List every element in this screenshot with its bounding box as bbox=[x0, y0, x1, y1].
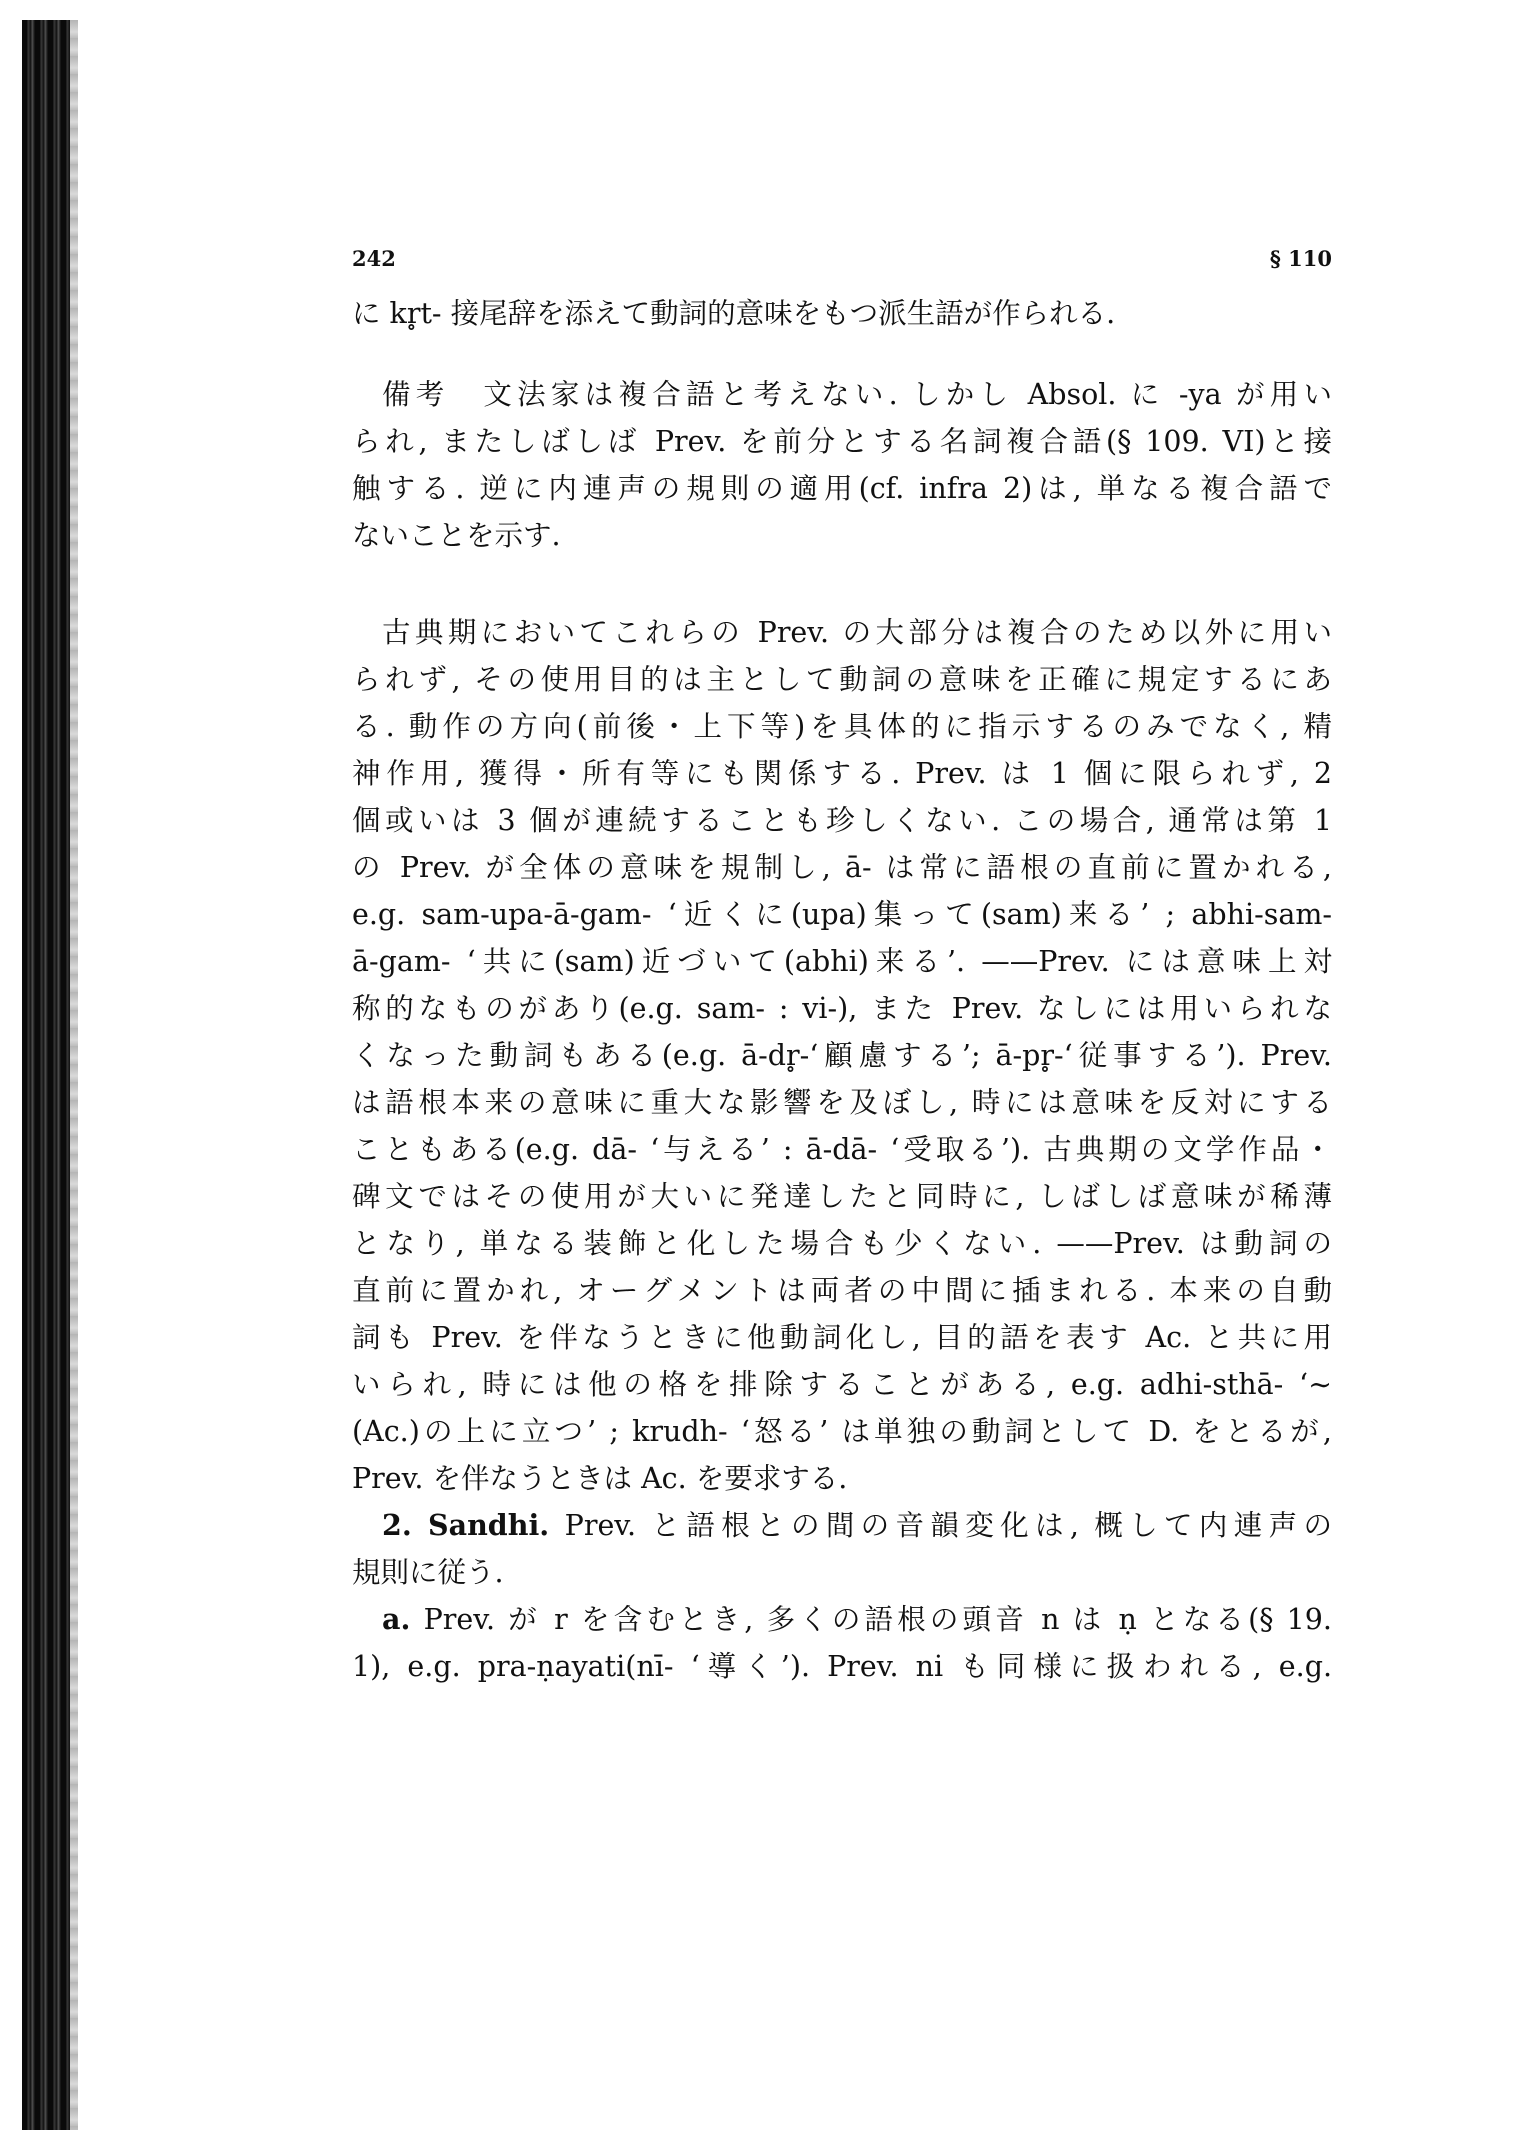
text-line: に kr̥t- 接尾辞を添えて動詞的意味をもつ派生語が作られる. bbox=[352, 297, 1116, 330]
text-line: 碑文ではその使用が大いに発達したと同時に, しばしば意味が稀薄 bbox=[352, 1180, 1332, 1213]
text-line: 個或いは 3 個が連続することも珍しくない. この場合, 通常は第 1 bbox=[352, 804, 1332, 837]
text-line: 規則に従う. bbox=[352, 1556, 504, 1589]
section-label: 2. Sandhi. bbox=[382, 1508, 550, 1542]
text-line: は語根本来の意味に重大な影響を及ぼし, 時には意味を反対にする bbox=[352, 1086, 1332, 1119]
text-line: 触する. 逆に内連声の規則の適用(cf. infra 2)は, 単なる複合語で bbox=[352, 472, 1332, 505]
text-line bbox=[352, 1596, 1332, 1643]
text-line bbox=[352, 1502, 1332, 1549]
text-line: 直前に置かれ, オーグメントは両者の中間に插まれる. 本来の自動 bbox=[352, 1274, 1332, 1307]
book-page bbox=[352, 246, 1332, 1690]
text-line: 称的なものがあり(e.g. sam- : vi-), また Prev. なしには用いられな bbox=[352, 992, 1332, 1025]
section-number: § 110 bbox=[1269, 246, 1332, 271]
sandhi-paragraph bbox=[352, 1502, 1332, 1596]
text-line: 備考 文法家は複合語と考えない. しかし Absol. に -ya が用い bbox=[382, 378, 1332, 411]
scan-binding-edge bbox=[22, 20, 70, 2130]
text-line: (Ac.)の上に立つ’ ; krudh- ‘怒る’ は単独の動詞として D. をとるが, bbox=[352, 1415, 1332, 1448]
remark-paragraph bbox=[352, 371, 1332, 559]
text-line: となり, 単なる装飾と化した場合も少くない. ——Prev. は動詞の bbox=[352, 1227, 1332, 1260]
text-line: られ, またしばしば Prev. を前分とする名詞複合語(§ 109. VI)と接 bbox=[352, 425, 1332, 458]
text-line: Prev. を伴なうときは Ac. を要求する. bbox=[352, 1462, 848, 1495]
text-line: る. 動作の方向(前後・上下等)を具体的に指示するのみでなく, 精 bbox=[352, 710, 1332, 743]
item-label: a. bbox=[382, 1602, 411, 1636]
text-line: 神作用, 獲得・所有等にも関係する. Prev. は 1 個に限られず, 2 bbox=[352, 757, 1332, 790]
text-line: e.g. sam-upa-ā-gam- ‘近くに(upa)集って(sam)来る’ ; abhi-sam- bbox=[352, 898, 1332, 931]
text-line: くなった動詞もある(e.g. ā-dr̥-‘顧慮する’; ā-pr̥-‘従事する’). Prev. bbox=[352, 1039, 1332, 1072]
page-number: 242 bbox=[352, 246, 396, 271]
text-line: 古典期においてこれらの Prev. の大部分は複合のため以外に用い bbox=[382, 616, 1332, 649]
text-line: ā-gam- ‘共に(sam)近づいて(abhi)来る’. ——Prev. には意味上対 bbox=[352, 945, 1332, 978]
text-line: の Prev. が全体の意味を規制し, ā- は常に語根の直前に置かれる, bbox=[352, 851, 1332, 884]
subsection-a-paragraph bbox=[352, 1596, 1332, 1690]
body-text bbox=[352, 290, 1332, 1690]
text-line: られず, その使用目的は主として動詞の意味を正確に規定するにあ bbox=[352, 663, 1332, 696]
running-header bbox=[352, 246, 1332, 290]
line-text: Prev. と語根との間の音韻変化は, 概して内連声の bbox=[549, 1509, 1333, 1542]
line-text: Prev. が r を含むとき, 多くの語根の頭音 n は ṇ となる(§ 19. bbox=[410, 1603, 1332, 1636]
text-line: 詞も Prev. を伴なうときに他動詞化し, 目的語を表す Ac. と共に用 bbox=[352, 1321, 1332, 1354]
text-line: こともある(e.g. dā- ‘与える’ : ā-dā- ‘受取る’). 古典期の文学作品・ bbox=[352, 1133, 1332, 1166]
text-line: いられ, 時には他の格を排除することがある, e.g. adhi-sthā- ‘∼ bbox=[352, 1368, 1332, 1401]
text-line: 1), e.g. pra-ṇayati(nī- ‘導く’). Prev. ni も同様に扱われる, e.g. bbox=[352, 1650, 1332, 1683]
scan-binding-shadow bbox=[70, 20, 78, 2130]
text-line: ないことを示す. bbox=[352, 519, 561, 552]
main-paragraph bbox=[352, 609, 1332, 1502]
